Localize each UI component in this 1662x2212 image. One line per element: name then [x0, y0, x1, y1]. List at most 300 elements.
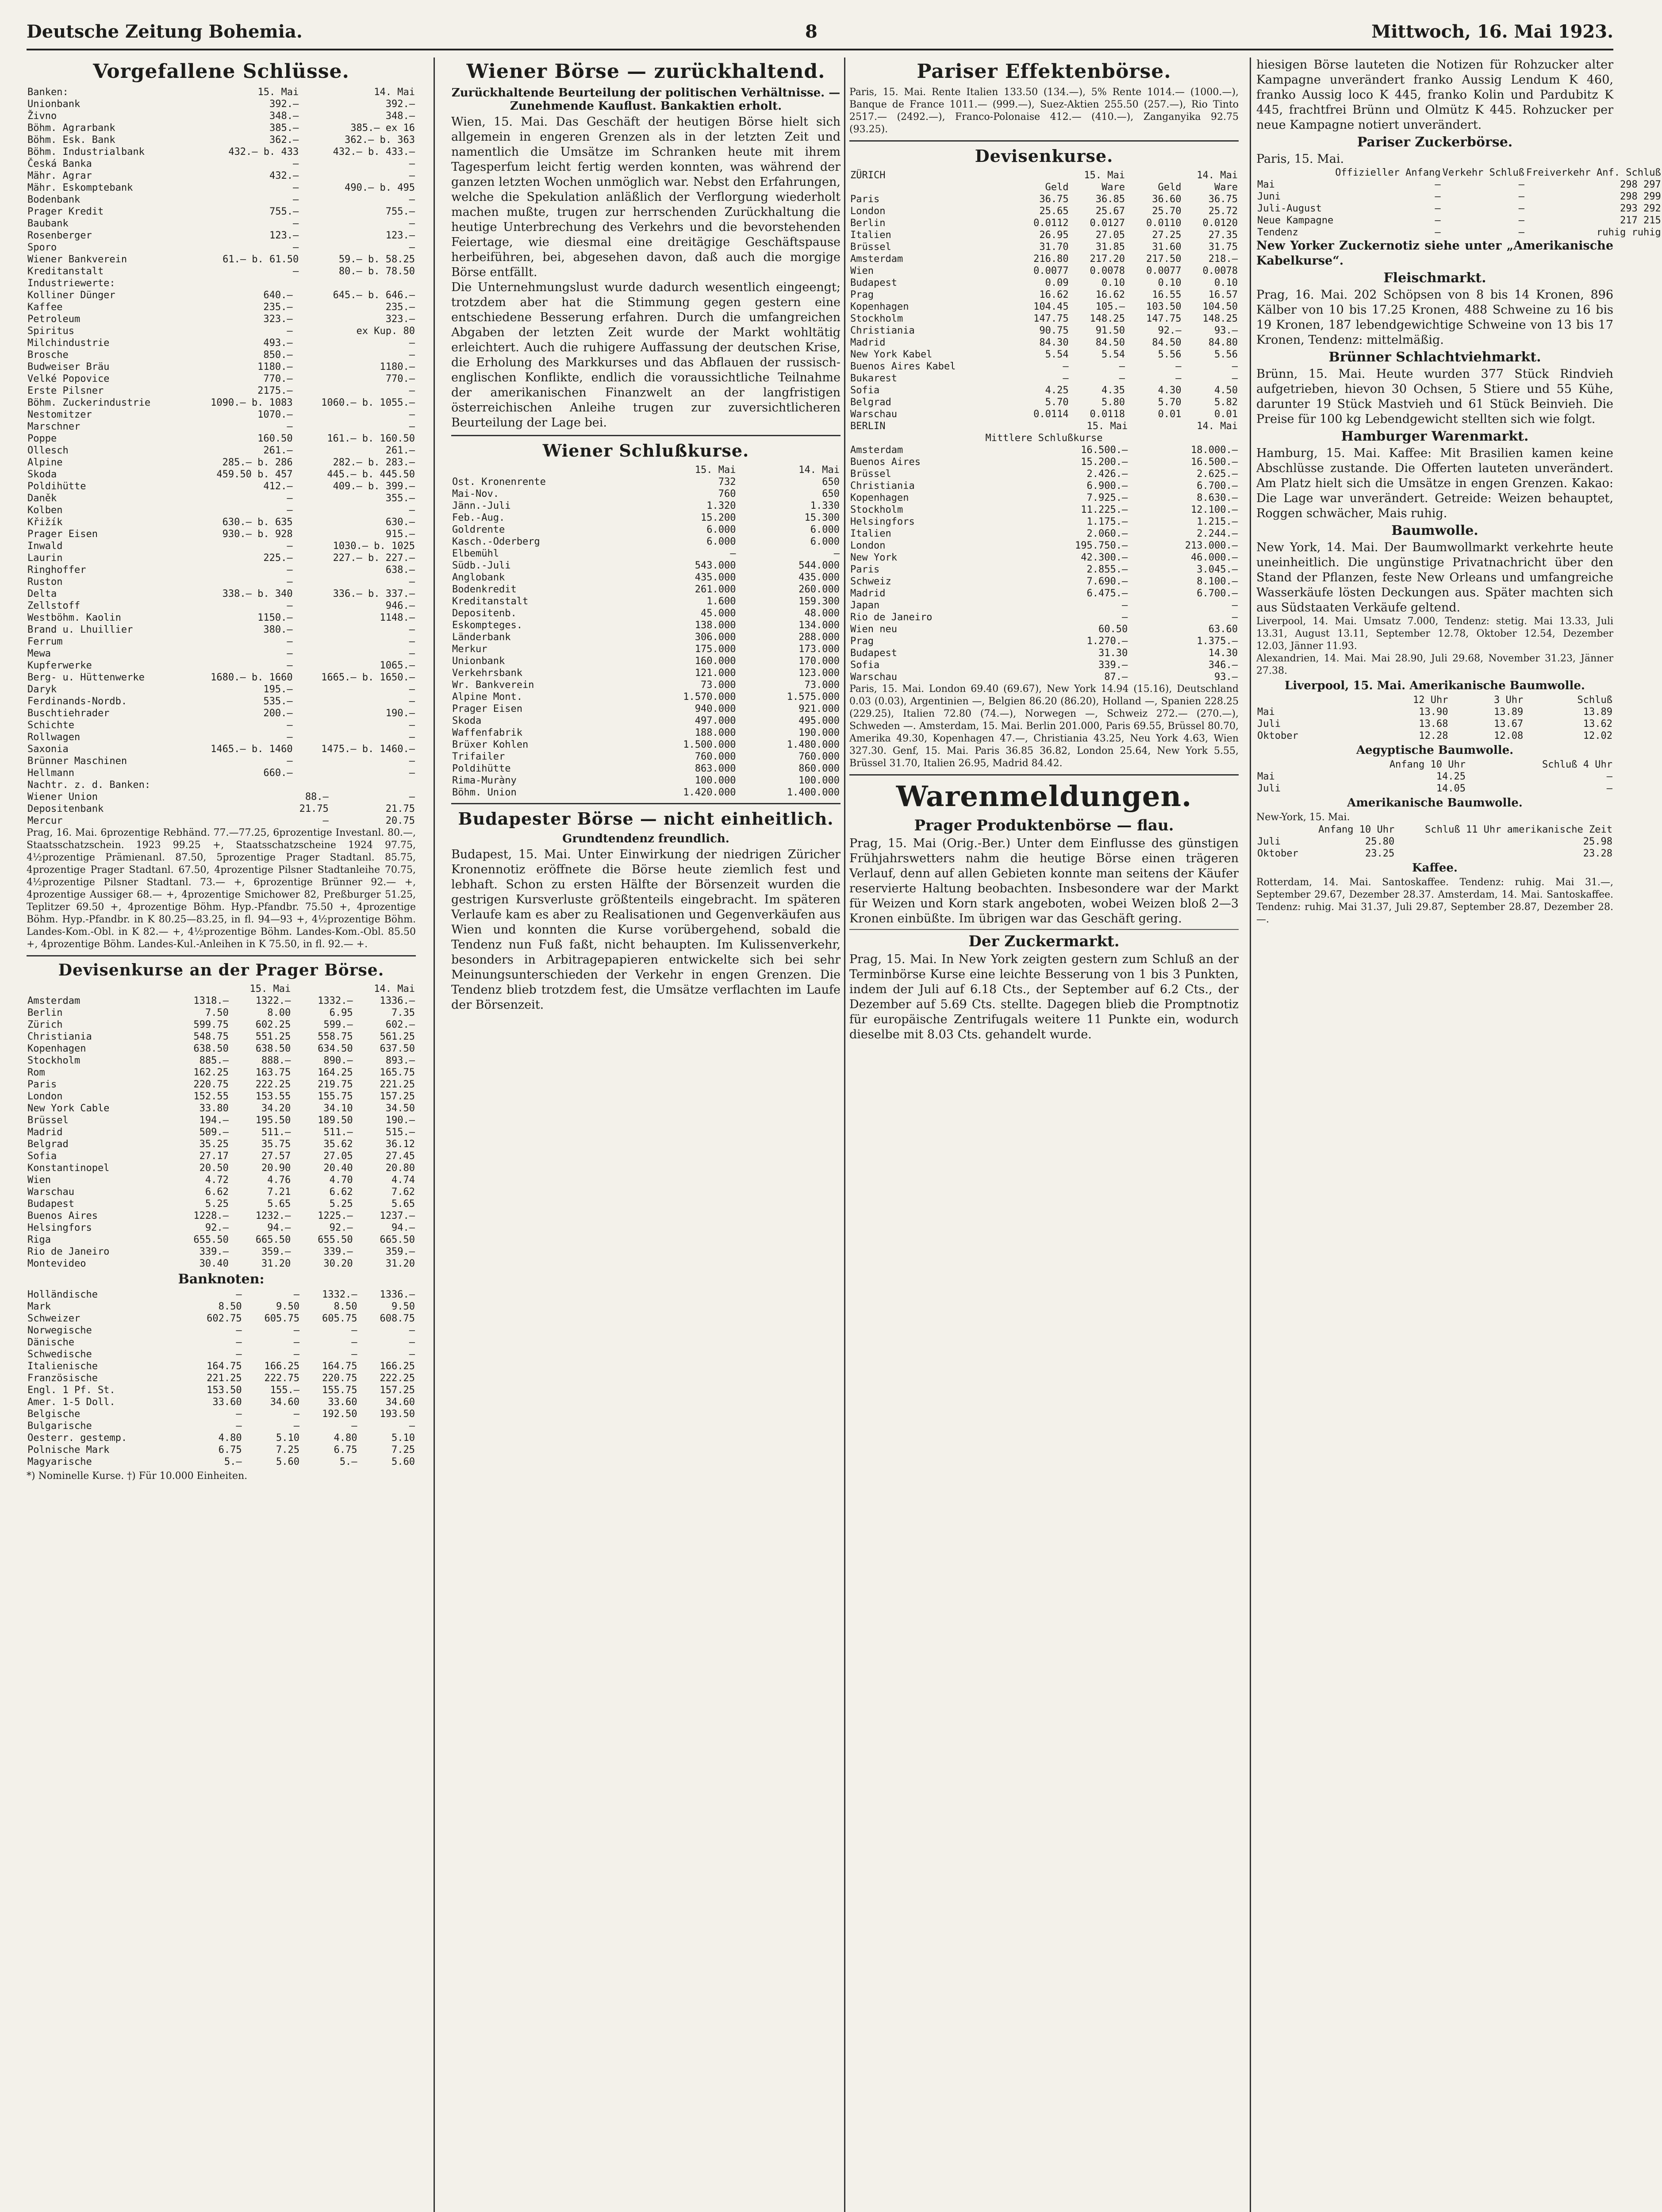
- row-label: Stockholm: [27, 1055, 81, 1066]
- row-label: Wiener Union: [27, 791, 98, 803]
- row-value: 637.50: [380, 1043, 415, 1054]
- row-value: 282.— b. 283.—: [333, 457, 415, 468]
- table-row: [451, 739, 841, 751]
- row-value: 638.50: [193, 1043, 229, 1054]
- table-row: [1256, 191, 1662, 203]
- row-value: 6.95: [329, 1007, 353, 1018]
- table-row: [27, 170, 416, 182]
- row-value: —: [730, 548, 736, 559]
- table-header: Anfang 10 Uhr: [1389, 759, 1466, 770]
- row-value: —: [287, 541, 293, 552]
- row-label: Kopenhagen: [27, 1043, 86, 1054]
- row-value: —: [409, 505, 415, 516]
- row-label: Konstantinopel: [27, 1163, 110, 1174]
- table-header: 15. Mai: [1084, 170, 1125, 181]
- table-header: BERLIN: [850, 421, 886, 432]
- row-label: Bodenkredit: [452, 584, 517, 595]
- table-row: [27, 1007, 416, 1019]
- article-paragraph: Prag, 16. Mai. 202 Schöpsen von 8 bis 14 Kronen, 896 Kälber von 10 bis 17.25 Kronen, 488 Schweine zu 16 bis 19 Kronen, 187 lebendgewichtige Schweine von 13 bis 17 Kronen, Tendenz: mittelmäßig.: [1256, 288, 1613, 347]
- table-row: [27, 743, 416, 755]
- row-value: 13.67: [1493, 718, 1524, 730]
- amer-table: [1256, 824, 1613, 860]
- row-value: 1228.—: [193, 1210, 229, 1221]
- table-row: [849, 468, 1239, 480]
- row-value: —: [287, 493, 293, 504]
- table-row: [849, 337, 1239, 349]
- row-value: 380.—: [263, 624, 293, 635]
- row-value: —: [322, 815, 329, 826]
- row-value: —: [1518, 215, 1525, 226]
- table-header: [27, 983, 168, 995]
- masthead-date: Mittwoch, 16. Mai 1923.: [1371, 21, 1613, 42]
- row-value: 355.—: [385, 493, 415, 504]
- table-row: [451, 703, 841, 715]
- table-row: [27, 385, 416, 397]
- row-value: 100.000: [798, 775, 840, 786]
- row-label: Erste Pilsner: [27, 385, 104, 396]
- row-value: 0.01: [1214, 409, 1238, 420]
- row-label: Buenos Aires Kabel: [850, 361, 956, 372]
- row-label: Inwald: [27, 541, 63, 552]
- table-row: [27, 301, 416, 313]
- row-label: Sofia: [850, 385, 880, 396]
- row-label: Rima-Muràny: [452, 775, 517, 786]
- row-value: 755.—: [269, 206, 299, 217]
- row-value: —: [236, 1349, 242, 1360]
- row-label: Nestomitzer: [27, 409, 92, 420]
- row-label: Kupferwerke: [27, 660, 92, 671]
- row-label: Montevideo: [27, 1258, 86, 1269]
- row-value: 561.25: [380, 1031, 415, 1042]
- row-value: 4.50: [1214, 385, 1238, 396]
- row-value: 6.700.—: [1197, 480, 1238, 492]
- row-value: 435.000: [798, 572, 840, 583]
- row-value: 60.50: [1098, 624, 1128, 635]
- table-header: [1256, 824, 1305, 836]
- column-3: [849, 58, 1239, 1042]
- table-row: [849, 229, 1239, 241]
- row-value: 84.50: [1095, 337, 1125, 348]
- row-value: 602.25: [255, 1019, 291, 1030]
- table-header: Schluß 11 Uhr amerikanische Zeit: [1425, 824, 1612, 835]
- row-label: Trifailer: [452, 751, 505, 762]
- table-row: [27, 1019, 416, 1031]
- row-value: 2.625.—: [1197, 469, 1238, 480]
- row-value: 7.62: [392, 1187, 415, 1198]
- row-value: 5.65: [267, 1198, 291, 1210]
- row-value: —: [1121, 600, 1128, 611]
- row-value: —: [409, 791, 415, 803]
- row-value: 760.000: [798, 751, 840, 762]
- row-value: 31.75: [1208, 242, 1238, 253]
- row-value: 5.54: [1045, 349, 1069, 360]
- table-row: [451, 715, 841, 727]
- row-value: 188.000: [695, 727, 736, 738]
- table-row: [27, 1408, 416, 1420]
- row-label: Poldihütte: [27, 481, 86, 492]
- row-value: 432.— b. 433: [228, 146, 299, 157]
- row-value: —: [293, 218, 299, 229]
- row-value: 493.—: [263, 338, 293, 349]
- table-row: [451, 500, 841, 512]
- row-label: Brüssel: [27, 1115, 69, 1126]
- row-value: —: [1518, 227, 1525, 238]
- row-value: —: [287, 648, 293, 659]
- row-label: Westböhm. Kaolin: [27, 612, 121, 623]
- row-value: 195.50: [255, 1115, 291, 1126]
- row-label: Daněk: [27, 493, 57, 504]
- row-value: 175.000: [695, 644, 736, 655]
- table-row: [849, 623, 1239, 635]
- row-label: Hellmann: [27, 768, 74, 779]
- row-value: 1070.—: [257, 409, 293, 420]
- row-value: 194.—: [199, 1115, 229, 1126]
- row-value: 138.000: [695, 620, 736, 631]
- row-value: 160.50: [257, 433, 293, 444]
- row-value: 0.0110: [1146, 218, 1182, 229]
- table-header: 12 Uhr: [1413, 695, 1448, 706]
- table-row: [451, 655, 841, 667]
- row-value: 35.62: [323, 1139, 353, 1150]
- row-value: 7.35: [392, 1007, 415, 1018]
- row-value: 770.—: [385, 373, 415, 384]
- article-paragraph: New-York, 15. Mai.: [1256, 812, 1350, 823]
- row-value: 2.855.—: [1086, 564, 1128, 575]
- row-label: Mai-Nov.: [452, 488, 499, 499]
- table-header: 15. Mai: [1086, 421, 1128, 432]
- row-value: 4.35: [1102, 385, 1125, 396]
- row-value: 921.000: [798, 703, 840, 714]
- table-row: [849, 659, 1239, 671]
- section-title-banknoten: Banknoten:: [178, 1271, 265, 1287]
- row-label: Buenos Aires: [27, 1210, 98, 1221]
- row-value: 13.90: [1419, 707, 1448, 718]
- row-value: 630.—: [385, 517, 415, 528]
- row-label: Wr. Bankverein: [452, 680, 534, 691]
- divider: [849, 929, 1239, 930]
- table-header: Industriewerte:: [27, 278, 115, 289]
- wiener-schluss-table: [451, 464, 841, 799]
- row-value: 123.000: [798, 668, 840, 679]
- table-row: [451, 607, 841, 619]
- row-value: 34.60: [385, 1397, 415, 1408]
- article-paragraph: Prag, 15. Mai. In New York zeigten gestern zum Schluß an der Terminbörse Kurse eine leichte Besserung von 1 bis 3 Punkten, indem der Juli auf 6.18 Cts., der September auf 6.2 Cts., der Dezember auf 5.69 Cts. stellte. Dagegen blieb die Promptnotiz für europäische Zentrifugals weitere 11 Punkte ein, wodurch dieselbe mit 8.03 Cts. gehandelt wurde.: [849, 952, 1239, 1041]
- table-row: [27, 349, 416, 361]
- table-header: 15. Mai: [695, 465, 736, 476]
- row-value: 2.244.—: [1197, 528, 1238, 539]
- row-value: 1232.—: [255, 1210, 291, 1221]
- row-value: 0.10: [1214, 277, 1238, 288]
- table-row: [27, 767, 416, 779]
- row-value: —: [293, 1325, 300, 1336]
- table-row: [27, 648, 416, 660]
- row-label: New York: [850, 552, 897, 563]
- row-value: —: [409, 242, 415, 253]
- row-label: London: [850, 206, 886, 217]
- row-label: Länderbank: [452, 632, 511, 643]
- row-value: 602.—: [385, 1019, 415, 1030]
- table-row: [27, 1174, 416, 1186]
- row-label: Kaffee: [27, 302, 63, 313]
- row-label: Budweiser Bräu: [27, 361, 110, 373]
- row-value: 155.75: [322, 1385, 357, 1396]
- table-row: [27, 194, 416, 206]
- row-value: 155.75: [318, 1091, 353, 1102]
- row-value: 605.75: [322, 1313, 357, 1324]
- table-row: [451, 751, 841, 763]
- table-row: [27, 1313, 416, 1325]
- table-row: [451, 679, 841, 691]
- row-value: 298 299: [1620, 191, 1661, 202]
- table-header: Schluß: [1577, 695, 1612, 706]
- footnote: *) Nominelle Kurse. †) Für 10.000 Einheiten.: [27, 1471, 248, 1482]
- row-label: Kopenhagen: [850, 492, 909, 503]
- row-label: Kolliner Dünger: [27, 290, 115, 301]
- row-value: 650: [822, 476, 840, 488]
- table-row: [27, 1186, 416, 1198]
- row-value: 23.28: [1583, 848, 1612, 859]
- table-header: 15. Mai: [257, 87, 299, 98]
- article-paragraph: New York, 14. Mai. Der Baumwollmarkt verkehrte heute uneinheitlich. Die ungünstige Privatnachricht über den Stand der Pflanzen, feste New Orleans und umfangreiche Wasserkäufe lösten Deckungen aus. Später machten sich aus Südstaaten Verkäufe geltend.: [1256, 541, 1613, 614]
- row-label: Waffenfabrik: [452, 727, 522, 738]
- row-value: 94.—: [267, 1222, 291, 1233]
- row-label: Rosenberger: [27, 230, 92, 241]
- row-value: —: [1232, 600, 1238, 611]
- table-header: 14. Mai: [374, 983, 415, 995]
- row-value: 35.25: [199, 1139, 229, 1150]
- row-label: Mark: [27, 1301, 51, 1312]
- row-value: 755.—: [385, 206, 415, 217]
- table-row: [451, 787, 841, 799]
- row-value: 147.75: [1033, 313, 1069, 324]
- section-subtitle: Zurückhaltende Beurteilung der politischen Verhältnisse. — Zunehmende Kauflust. Bankaktien erholt.: [451, 86, 841, 113]
- row-value: 2.060.—: [1086, 528, 1128, 539]
- row-value: 213.000.—: [1185, 540, 1238, 551]
- row-value: —: [1175, 361, 1182, 372]
- row-value: 548.75: [193, 1031, 229, 1042]
- row-value: 13.89: [1583, 707, 1612, 718]
- row-value: 8.50: [218, 1301, 242, 1312]
- row-value: 0.10: [1158, 277, 1182, 288]
- row-value: 435.000: [695, 572, 736, 583]
- row-value: 84.30: [1039, 337, 1069, 348]
- row-value: 392.—: [269, 99, 299, 110]
- table-row: [27, 1336, 416, 1348]
- row-value: 660.—: [263, 768, 293, 779]
- table-row: [27, 576, 416, 588]
- row-value: 84.80: [1208, 337, 1238, 348]
- column-rule: [844, 58, 845, 2212]
- row-value: 21.75: [299, 803, 329, 814]
- table-row: [27, 230, 416, 242]
- row-value: 336.— b. 337.—: [333, 588, 415, 599]
- row-label: Ruston: [27, 576, 63, 588]
- row-label: Italien: [850, 528, 891, 539]
- table-header: 14. Mai: [1197, 170, 1238, 181]
- row-value: —: [293, 266, 299, 277]
- row-label: Jänn.-Juli: [452, 500, 511, 511]
- row-value: 940.000: [695, 703, 736, 714]
- row-label: London: [850, 540, 886, 551]
- section-title-devisenkurse: Devisenkurse.: [975, 146, 1113, 166]
- row-value: 104.50: [1202, 301, 1238, 312]
- row-label: Französische: [27, 1373, 98, 1384]
- row-value: 88.—: [305, 791, 329, 803]
- row-value: 59.— b. 58.25: [338, 254, 415, 265]
- row-value: 16.62: [1039, 289, 1069, 300]
- row-value: 0.0078: [1090, 265, 1125, 276]
- row-value: 11.225.—: [1081, 504, 1128, 515]
- row-value: 123.—: [269, 230, 299, 241]
- row-value: —: [293, 1421, 300, 1432]
- row-label: Holländische: [27, 1289, 98, 1300]
- table-row: [27, 433, 416, 445]
- row-value: —: [287, 565, 293, 576]
- row-value: 27.05: [1095, 230, 1125, 241]
- row-label: Juli: [1257, 836, 1281, 847]
- row-value: —: [409, 732, 415, 743]
- row-value: 14.25: [1436, 771, 1466, 782]
- section-title-pariser-zuckerboerse: Pariser Zuckerbörse.: [1357, 134, 1513, 150]
- row-label: Brand u. Lhuillier: [27, 624, 133, 635]
- row-label: Böhm. Union: [452, 787, 517, 798]
- table-row: [849, 635, 1239, 647]
- liverpool-table: [1256, 694, 1613, 742]
- row-value: 46.000.—: [1191, 552, 1238, 563]
- table-header: [849, 181, 1013, 193]
- row-value: 27.35: [1208, 230, 1238, 241]
- row-value: 6.62: [329, 1187, 353, 1198]
- row-value: —: [236, 1421, 242, 1432]
- table-row: [451, 536, 841, 548]
- row-value: 9.50: [276, 1301, 300, 1312]
- row-label: Kreditanstalt: [27, 266, 104, 277]
- row-label: Anglobank: [452, 572, 505, 583]
- row-label: Madrid: [850, 588, 886, 599]
- table-row: [849, 301, 1239, 313]
- table-row: [27, 134, 416, 146]
- row-value: 235.—: [263, 302, 293, 313]
- row-value: 323.—: [263, 314, 293, 325]
- row-value: 599.75: [193, 1019, 229, 1030]
- row-label: Saxonia: [27, 744, 69, 755]
- row-label: Polnische Mark: [27, 1444, 110, 1455]
- row-label: Depositenb.: [452, 608, 517, 619]
- row-label: Sporo: [27, 242, 57, 253]
- table-row: [27, 1384, 416, 1396]
- table-header: Schluß 4 Uhr: [1542, 759, 1612, 770]
- table-row: [27, 1432, 416, 1444]
- row-value: —: [1063, 361, 1069, 372]
- row-value: 0.0114: [1033, 409, 1069, 420]
- row-label: Schichte: [27, 720, 74, 731]
- table-header: Freiverkehr Anf. Schluß: [1526, 167, 1661, 178]
- row-value: 170.000: [798, 656, 840, 667]
- article-paragraph: Die Unternehmungslust wurde dadurch wesentlich eingeengt; trotzdem aber hat die Stimmung gegen gestern eine entschiedene Besserung erfahren. Durch die umfangreichen Abgaben der letzten Zeit wurde der Markt wohltätig erleichtert. Auch die ruhigere Auffassung der deutschen Krise, die Erholung des Markkurses und das Abflauen der russisch-englischen Konflikte, endlich die voraussichtliche Teilnahme der amerikanischen Finanzwelt an der langfristigen österreichischen Anleihe trugen zur zuversichtlicheren Beurteilung der Lage bei.: [451, 280, 841, 430]
- row-value: 91.50: [1095, 325, 1125, 336]
- divider: [849, 774, 1239, 776]
- row-value: 1090.— b. 1083: [211, 397, 293, 408]
- row-value: 1.575.000: [787, 691, 840, 703]
- table-row: [849, 313, 1239, 325]
- divider: [451, 435, 841, 436]
- section-title-baumwolle: Baumwolle.: [1391, 523, 1478, 538]
- table-header: Geld: [1158, 182, 1182, 193]
- table-row: [27, 1246, 416, 1258]
- row-label: Alpine Mont.: [452, 691, 522, 703]
- row-value: 134.000: [798, 620, 840, 631]
- section-title-hamburger-warenmarkt: Hamburger Warenmarkt.: [1341, 429, 1529, 444]
- section-title-aegyptische-baumwolle: Aegyptische Baumwolle.: [1356, 744, 1514, 757]
- table-row: [27, 624, 416, 636]
- row-value: —: [293, 242, 299, 253]
- table-row: [27, 1031, 416, 1043]
- row-value: 105.—: [1095, 301, 1125, 312]
- row-value: 6.000: [810, 536, 840, 547]
- table-row: [27, 1222, 416, 1234]
- row-label: Rom: [27, 1067, 45, 1078]
- row-value: 348.—: [269, 111, 299, 122]
- row-label: New York Cable: [27, 1103, 110, 1114]
- row-value: —: [409, 648, 415, 659]
- row-label: Paris: [850, 564, 880, 575]
- column-rule: [434, 58, 435, 2212]
- row-label: Ost. Kronenrente: [452, 476, 546, 488]
- row-value: 544.000: [798, 560, 840, 571]
- row-value: 16.500.—: [1081, 445, 1128, 456]
- table-row: [27, 528, 416, 540]
- row-value: 645.— b. 646.—: [333, 290, 415, 301]
- row-value: 362.— b. 363: [345, 134, 415, 146]
- section-title-brunner-schlachtvieh: Brünner Schlachtviehmarkt.: [1328, 349, 1541, 365]
- row-label: Brüssel: [850, 242, 891, 253]
- table-row: [451, 643, 841, 655]
- row-label: Warschau: [850, 409, 897, 420]
- section-title-liverpool: Liverpool, 15. Mai. Amerikanische Baumwolle.: [1285, 679, 1585, 692]
- row-value: 285.— b. 286: [222, 457, 293, 468]
- row-value: 1.175.—: [1086, 516, 1128, 527]
- row-label: Wien: [850, 265, 874, 276]
- row-value: 599.—: [323, 1019, 353, 1030]
- row-label: Prag: [850, 289, 874, 300]
- row-value: —: [409, 194, 415, 205]
- pariser-zucker-table: [1256, 167, 1662, 238]
- row-label: Rio de Janeiro: [850, 612, 933, 623]
- row-label: Norwegische: [27, 1325, 92, 1336]
- row-value: 4.80: [218, 1432, 242, 1444]
- alexandrien-line: Alexandrien, 14. Mai. Mai 28.90, Juli 29.68, November 31.23, Jänner 27.38.: [1256, 653, 1613, 676]
- row-value: 33.60: [328, 1397, 357, 1408]
- table-row: [849, 396, 1239, 408]
- row-value: 93.—: [1214, 672, 1238, 683]
- row-value: 31.20: [385, 1258, 415, 1269]
- row-value: —: [409, 421, 415, 432]
- row-value: 1665.— b. 1650.—: [321, 672, 415, 683]
- table-row: [27, 1420, 416, 1432]
- table-row: [27, 660, 416, 672]
- row-value: 36.75: [1039, 194, 1069, 205]
- article-paragraph: hiesigen Börse lauteten die Notizen für Rohzucker alter Kampagne unverändert franko Aussig Lendum K 460, franko Aussig loco K 445, franko Kolin und Pardubitz K 445, frachtfrei Brünn und Olmütz K 445. Rohzucker per neue Kampagne notiert unverändert.: [1256, 58, 1613, 132]
- row-value: 385.—: [269, 123, 299, 134]
- newspaper-page: [27, 18, 1661, 2212]
- row-value: 665.50: [255, 1234, 291, 1245]
- row-label: Berg- u. Hüttenwerke: [27, 672, 145, 683]
- row-value: —: [1435, 215, 1441, 226]
- section-title-warenmeldungen: Warenmeldungen.: [896, 780, 1192, 813]
- row-value: —: [287, 326, 293, 337]
- row-value: —: [287, 576, 293, 588]
- row-value: —: [409, 409, 415, 420]
